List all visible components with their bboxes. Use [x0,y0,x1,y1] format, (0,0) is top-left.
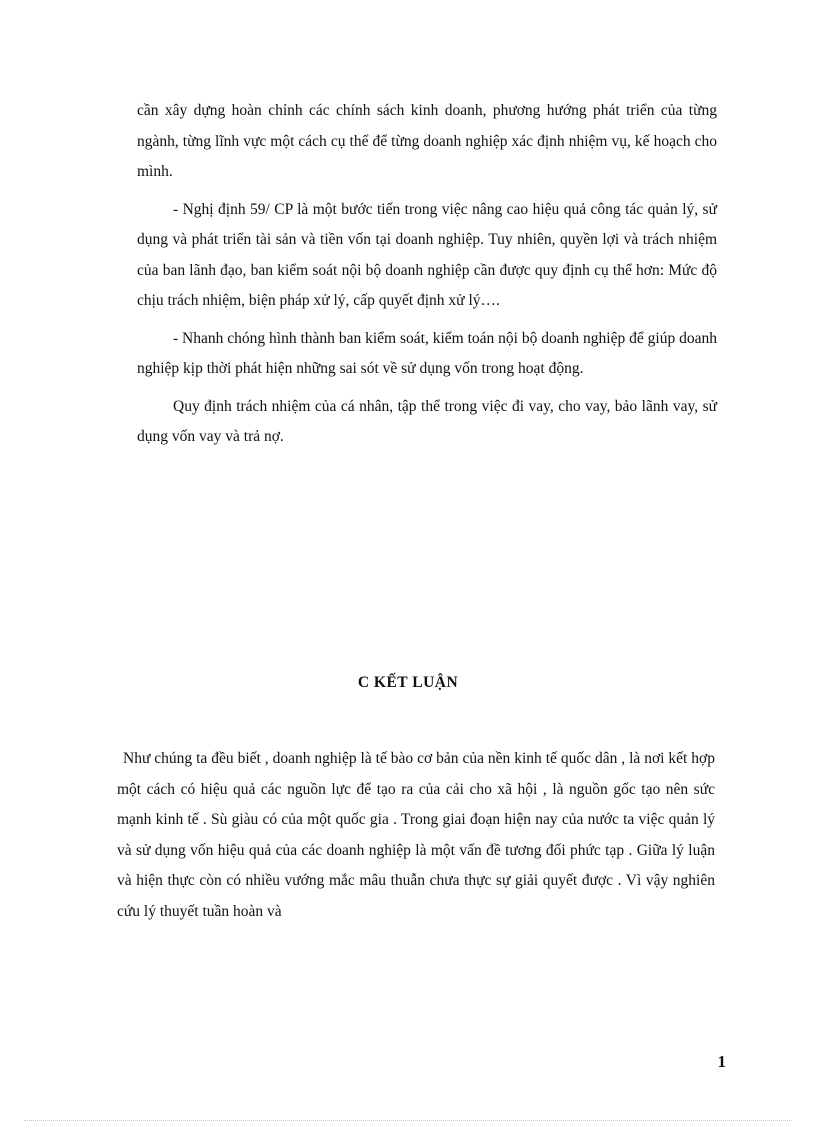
recommendations-section [137,96,717,460]
conclusion-heading: C KẾT LUẬN [357,674,459,691]
footer-divider [24,1120,792,1121]
conclusion-paragraph: Như chúng ta đều biết , doanh nghiệp là tế bào cơ bản của nền kinh tế quốc dân , là nơi kết hợp một cách có hiệu quả các nguồn lực để tạo ra của cải cho xã hội , là nguồn gốc tạo nên sức mạnh kinh tế . Sù giàu có của một quốc gia . Trong giai đoạn hiện nay của nước ta việc quản lý và sử dụng vốn hiệu quả của các doanh nghiệp là một vấn đề tương đối phức tạp . Giữa lý luận và hiện thực còn có nhiều vướng mắc mâu thuẫn chưa thực sự giải quyết được . Vì vậy nghiên cứu lý thuyết tuần hoàn và [117,750,715,920]
paragraph-internal-audit: - Nhanh chóng hình thành ban kiểm soát, kiểm toán nội bộ doanh nghiệp để giúp doanh nghiệp kịp thời phát hiện những sai sót về sử dụng vốn trong hoạt động. [137,329,717,377]
paragraph-continuation: cần xây dựng hoàn chỉnh các chính sách kinh doanh, phương hướng phát triển của từng ngành, từng lĩnh vực một cách cụ thể để từng doanh nghiệp xác định nhiệm vụ, kế hoạch cho mình. [137,102,717,180]
page-number: 1 [717,1052,726,1071]
paragraph-responsibility: Quy định trách nhiệm của cá nhân, tập thể trong việc đi vay, cho vay, bảo lãnh vay, sử dụng vốn vay và trả nợ. [137,397,717,445]
paragraph-decree-59: - Nghị định 59/ CP là một bước tiến trong việc nâng cao hiệu quả công tác quản lý, sử dụng và phát triển tài sản và tiền vốn tại doanh nghiệp. Tuy nhiên, quyền lợi và trách nhiệm của ban lãnh đạo, ban kiểm soát nội bộ doanh nghiệp cần được quy định cụ thể hơn: Mức độ chịu trách nhiệm, biện pháp xử lý, cấp quyết định xử lý…. [137,200,717,309]
conclusion-section [117,744,715,927]
